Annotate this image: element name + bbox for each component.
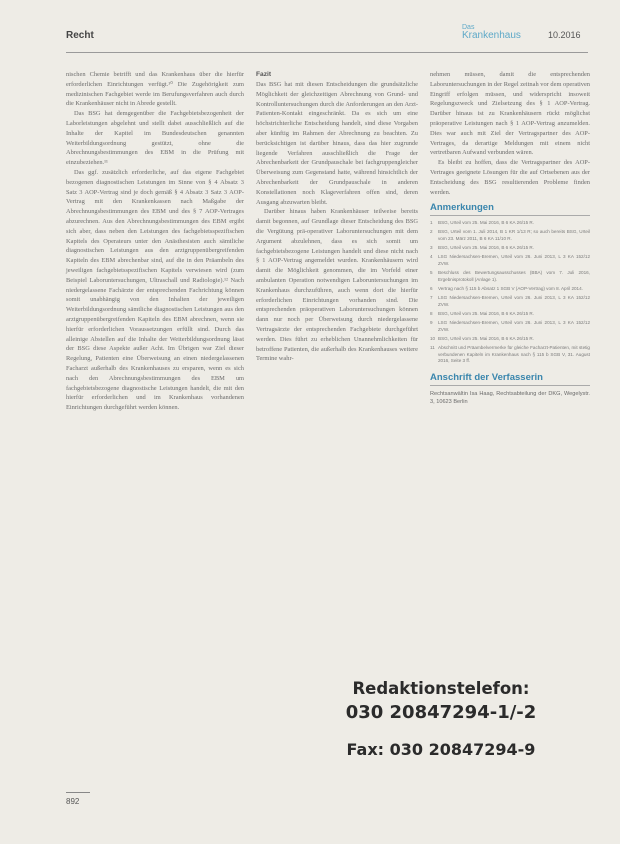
note-item bbox=[430, 345, 590, 365]
header-rule bbox=[66, 52, 588, 53]
paragraph: Das BSG hat mit diesen Entscheidungen die grundsätzliche Möglichkeit der gleichzeitigen Abrechnung von Grund- und Kontrolluntersuchungen durch die Anforderungen an den Arzt-Patienten-Kontakt eingeschränkt. Da es sich um eine höchstrichterliche Entscheidung handelt, sind diese Vorgaben aber künftig im Rahmen der Abrechnung zu beachten. Zu berücksichtigen ist darüber hinaus, dass das hier zugrunde liegende Verfahren ausschließlich die Frage der Abrechenbarkeit der Grundpauschale bei fachgruppengleicher Überweisung zum Gegenstand hatte, während hinsichtlich der Abrechenbarkeit der Grundpauschale in anderen Konstellationen noch Klageverfahren offen sind, deren Ausgang abzuwarten bleibt. bbox=[256, 81, 418, 206]
logo-prefix: Das bbox=[462, 24, 475, 31]
note-number: 4 bbox=[430, 254, 433, 260]
section-title: Recht bbox=[66, 30, 94, 41]
paragraph: Das ggf. zusätzlich erforderliche, auf das eigene Fachgebiet bezogenen diagnostischen Leistungen im Sinne von § 4 Absatz 3 Satz 3 AOP-Vertrag sind je doch gemäß § 4 Absatz 3 Satz 3 AOP-Vertrag mit den Krankenkassen nach Maßgabe der Abrechnungsbestimmungen des EBM und des § 7 AOP-Vertrages abzurechnen. Aus den Abrechnungsbestimmungen des EBM ergibt sich aber, dass neben den Leistungen des fachgebietsspezifischen Kapitels des Operateurs unter den Anästhesisten auch sämtliche diagnostischen Leistungen aus den arztgruppenübergreifenden Kapiteln des EBM abrechenbar sind, auf die in den Präambeln des jeweiligen fachgebietsspezifischen Kapitels verwiesen wird (zum Beispiel Laboruntersuchungen, Ultraschall und Radiologie).¹² Nach niedergelassene Fachärzte der entsprechenden Fachrichtung können somit unabhängig von den Inhalten der jeweiligen Weiterbildungsordnung sämtliche diagnostischen Leistungen aus den arztgruppenübergreifenden Kapiteln des EBM abrechnen, wenn sie hierfür erforderlichen Voraussetzungen erfüllt sind. Durch das alleinige Abstellen auf die Inhalte der Weiterbildungsordnung lässt der BSG diese Aspekte außer Acht. Im Übrigen war Ziel dieser Regelung, Patienten eine Überweisung an einen niedergelassenen Facharzt außerhalb des Krankenhauses zu ersparen, wenn es sich nach den Abrechnungsbestimmungen des EBM um fachgebietsbezogene diagnostische Leistungen handelt, die mit den hierfür erforderlichen und im Krankenhaus vorhandenen Einrichtungen durchgeführt werden können. bbox=[66, 168, 244, 412]
paragraph: Darüber hinaus haben Krankenhäuser teilweise bereits damit begonnen, auf Grundlage dieser Entscheidung des BSG die Vergütung prä-operativer Laboruntersuchungen mit dem Argument abzulehnen, dass es sich somit um fachgebietsbezogene Leistungen handelt und diese nicht nach § 1 AOP-Vertrag angemeldet wurden. Krankenhäusern wird damit die Möglichkeit genommen, die im Vorfeld einer ambulanten Operation notwendigen Laboruntersuchungen im Krankenhaus durchzuführen, auch wenn dort die hierfür erforderlichen Einrichtungen vorhanden sind. Die entsprechenden präoperativen Laboruntersuchungen können dann nur noch per Überweisung durch niedergelassene Vertragsärzte der entsprechenden Fachgebiete durchgeführt werden. Dies führt zu erheblichen Unannehmlichkeiten für betroffene Patienten, die außerhalb des Krankenhauses weitere Termine wahr- bbox=[256, 208, 418, 363]
note-number: 2 bbox=[430, 229, 433, 235]
editorial-fax: Fax: 030 20847294-9 bbox=[346, 740, 536, 759]
note-text: BSG, Urteil vom 25. Mai 2016, B 6 KA 26/15 R. bbox=[438, 220, 535, 226]
note-text: Vertrag nach § 115 b Absatz 1 SGB V (AOP-Vertrag) vom 8. April 2014. bbox=[438, 285, 583, 291]
note-item bbox=[430, 245, 590, 252]
editorial-phone-label: Redaktionstelefon: bbox=[352, 679, 530, 698]
paragraph: nehmen müssen, damit die entsprechenden Laboruntersuchungen in der Regel zeitnah vor dem operativen Eingriff erfolgen müssen, und widerspricht insoweit Regelungszweck und Zielsetzung des § 1 AOP-Vertrag. Darüber hinaus ist zu Krankenhäusern rückt möglichst präoperative Leistungen nach § 1 AOP-Vertrag anzumelden. Dies war auch mit Ziel der Vertragspartner des AOP-Vertrages, da derartige Meldungen mit einem nicht vertretbaren Aufwand verbunden wären. bbox=[430, 71, 590, 157]
paragraph: Es bleibt zu hoffen, dass die Vertragspartner des AOP-Vertrages geeignete Lösungen für die auf Ortsebenen aus der Entscheidung des BSG resultierenden Probleme finden werden. bbox=[430, 159, 590, 196]
note-item bbox=[430, 254, 590, 267]
text-column-3 bbox=[430, 70, 590, 407]
editorial-contact-box bbox=[296, 676, 586, 763]
note-number: 5 bbox=[430, 270, 433, 276]
note-number: 6 bbox=[430, 285, 433, 291]
paragraph: Das BSG hat demgegenüber die Fachgebietsbezogenheit der Laborleistungen abgelehnt und stellt dabei ausschließlich auf die Inhalte der Kapitel im Bundesdeutschen genannten Weiterbildungsordnung gestützt, ohne die Abrechnungsbestimmungen des EBM in die Prüfung mit einzubeziehen.¹¹ bbox=[66, 110, 244, 167]
note-text: LSG Niedersachsen-Bremen, Urteil vom 26. Juni 2013, L 3 KA 152/12 ZVW. bbox=[438, 254, 590, 266]
page-header bbox=[0, 22, 620, 54]
paragraph: nischen Chemie betrifft und das Krankenhaus über die hierfür erforderlichen Einrichtungen verfügt.¹⁰ Die Zugehörigkeit zum medizinischen Fachgebiet werde im Berufungsverfahren auch durch die Krankenhäuser nicht in Abrede gestellt. bbox=[66, 71, 244, 108]
note-number: 9 bbox=[430, 320, 433, 326]
note-number: 7 bbox=[430, 295, 433, 301]
page-number: 892 bbox=[66, 797, 80, 806]
note-item bbox=[430, 220, 590, 227]
note-text: BSG, Urteil vom 25. Mai 2016, B 6 KA 26/15 R. bbox=[438, 310, 535, 316]
note-number: 10 bbox=[430, 335, 436, 341]
text-column-2 bbox=[256, 70, 418, 364]
note-number: 8 bbox=[430, 310, 433, 316]
issue-number: 10.2016 bbox=[548, 30, 581, 40]
author-address: Rechtsanwältin Isa Haag, Rechtsabteilung der DKG, Wegelystr. 3, 10623 Berlin bbox=[430, 390, 590, 406]
note-text: LSG Niedersachsen-Bremen, Urteil vom 26. Juni 2013, L 3 KA 152/12 ZVW. bbox=[438, 295, 590, 307]
notes-list bbox=[430, 220, 590, 365]
note-number: 11 bbox=[430, 345, 435, 350]
note-item bbox=[430, 336, 590, 343]
note-text: LSG Niedersachsen-Bremen, Urteil vom 26. Juni 2013, L 3 KA 152/12 ZVW. bbox=[438, 320, 590, 332]
note-text: Beschluss des Bewertungsausschusses (BBA) vom 7. Juli 2016, Ergebnisprotokoll (Anlage 1). bbox=[438, 270, 590, 282]
note-text: Abschnitt und Präambelvermerke für gleiche Facharzt-Patienten, mit stetig verbundenen Kapiteln im Krankenhaus nach § 115 b SGB V, 31. August 2016, Seite 3 ff. bbox=[438, 345, 590, 364]
note-text: BSG, Urteil vom 1. Juli 2014, B 1 KR 1/13 R; so auch bereits BSG, Urteil vom 23. März 2011, B 6 KA 11/10 R. bbox=[438, 229, 590, 241]
note-text: BSG, Urteil vom 25. Mai 2016, B 6 KA 26/15 R. bbox=[438, 245, 535, 251]
magazine-logo bbox=[462, 24, 521, 41]
note-item bbox=[430, 286, 590, 293]
note-item bbox=[430, 229, 590, 242]
author-heading: Anschrift der Verfasserin bbox=[430, 373, 590, 386]
note-item bbox=[430, 295, 590, 308]
editorial-phone-number: 030 20847294-1/-2 bbox=[345, 702, 537, 723]
notes-heading: Anmerkungen bbox=[430, 203, 590, 216]
logo-name: Krankenhaus bbox=[462, 30, 521, 41]
note-item bbox=[430, 270, 590, 283]
note-number: 3 bbox=[430, 245, 433, 251]
text-column-1 bbox=[66, 70, 244, 413]
note-number: 1 bbox=[430, 220, 433, 226]
conclusion-heading: Fazit bbox=[256, 71, 272, 78]
note-text: BSG, Urteil vom 25. Mai 2016, B 6 KA 26/15 R. bbox=[438, 335, 535, 341]
note-item bbox=[430, 311, 590, 318]
note-item bbox=[430, 320, 590, 333]
